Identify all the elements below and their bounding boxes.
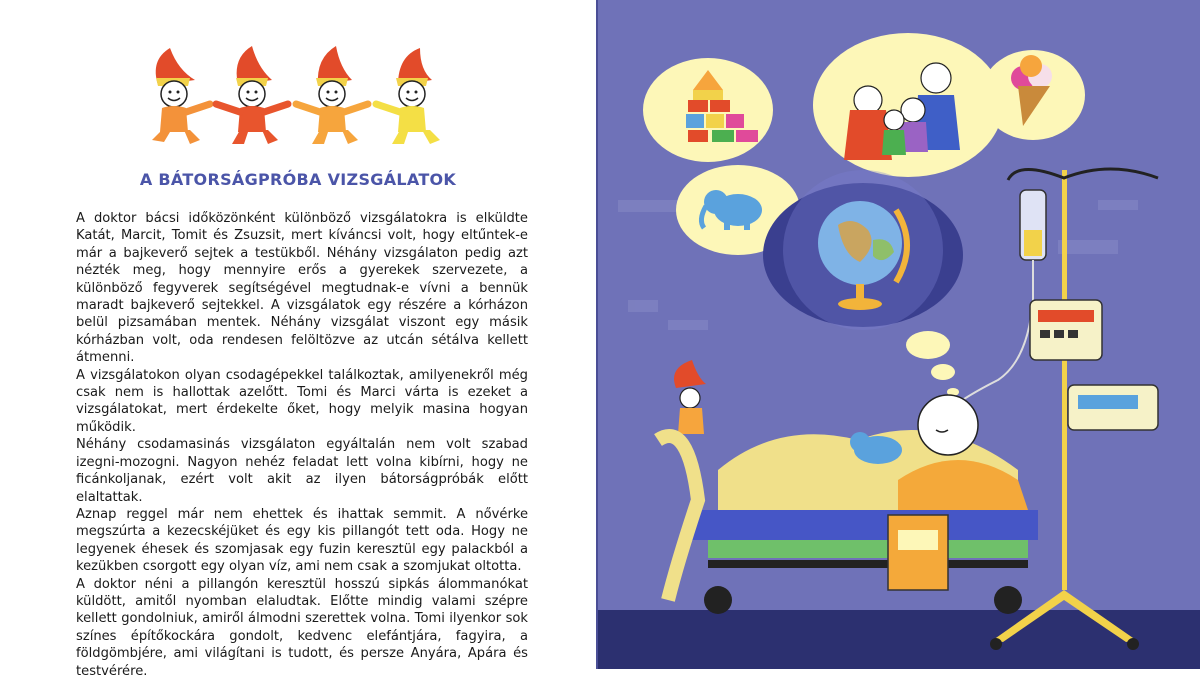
thought-bubble-blocks	[643, 58, 773, 162]
monitor-device	[1030, 300, 1158, 430]
gnome-orange-2	[296, 46, 368, 144]
paragraph: Aznap reggel már nem ehettek és ihattak semmit. A nővérke megszúrta a kezecskéjüket és egy kis pillangót tett oda. Hogy ne legyenek éhesek és szomjasak egy fuzin keresztül egy palackból a kezükben csorgott egy olyan víz, ami nem csak a szomjukat oltotta.	[76, 506, 528, 575]
paragraph: Néhány csodamasinás vizsgálaton egyáltalán nem volt szabad izegni-mozogni. Nagyon nehéz feladat lett volna kibírni, hogy ne ficánkoljanak, ezért volt akit az ilyen bátorságpróbák előtt elaltattak.	[76, 437, 528, 505]
paragraph: A doktor bácsi időközönként különböző vizsgálatokra is elküldte Katát, Marcit, Tomit és Zsuzsit, mert kíváncsi volt, hogy eltűntek-e már a bajkeverő sejtek a testükből. Néhány vizsgálaton pedig azt nézték meg, hogy mennyire erős a gyerekek szervezete, a különböző fegyverek segítségével megtudnak-e vívni a bennük maradt bajkeverő sejtekkel. A vizsgálatok egy részére a kórházon belül pizsamában mentek. Néhány vizsgálat viszont egy másik kórházban volt, oda rendesen felöltözve az utcán sétálva kellett átmenni.	[76, 211, 528, 366]
gnome-on-bed	[658, 360, 706, 600]
hospital-bed-dream-illustration	[598, 0, 1200, 669]
floor	[598, 610, 1200, 669]
right-page	[598, 0, 1200, 669]
thought-bubble-family	[813, 33, 1003, 177]
left-page	[0, 0, 598, 679]
gnome-red	[216, 46, 288, 144]
gnome-orange	[152, 48, 210, 144]
gnome-yellow	[376, 48, 440, 144]
thought-bubble-icecream	[981, 50, 1085, 140]
paragraph: A doktor néni a pillangón keresztül hosszú sipkás álommanókat küldött, amitől nyomban elaludtak. Előtte mindig valami szépre kellett gondolniuk, amiről álmodni szerettek volna. Tomi ilyenkor sok színes építőkockára gondolt, kedvenc elefántjára, fagyira, a földgömbjére, ami világítani is tudott, és persze Anyára, Apára és testvérére.	[76, 576, 528, 679]
thought-puffs	[906, 331, 959, 396]
page-title: A BÁTORSÁGPRÓBA VIZSGÁLATOK	[139, 170, 457, 189]
paragraph: A vizsgálatokon olyan csodagépekkel találkoztak, amilyenekről még csak nem is hallottak azelőtt. Tomi és Marci várta is ezeket a vizsgálatokat, mert érdekelte őket, hogy melyik masina hogyan működik.	[76, 367, 528, 435]
dancing-gnomes-illustration	[140, 40, 450, 150]
story-text	[76, 210, 528, 680]
